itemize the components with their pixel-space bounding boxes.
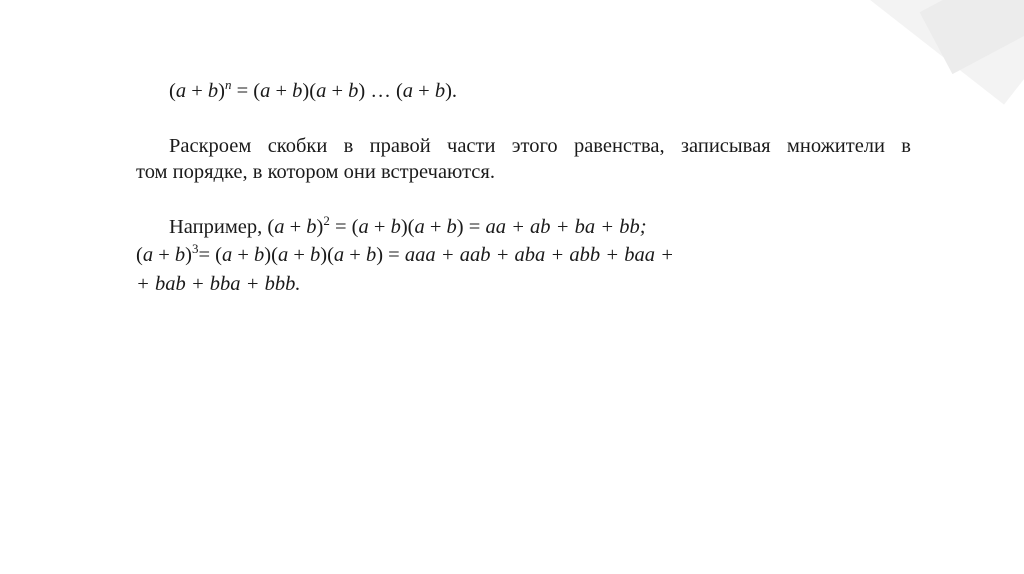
expansion-terms-continued: + bab + bba + bbb. — [136, 273, 301, 295]
formula-text: ) … ( — [358, 80, 403, 102]
formula-text: ) — [218, 80, 225, 102]
formula-text: + — [186, 80, 208, 102]
formula-exponent: 3 — [191, 241, 199, 256]
formula-var: a — [414, 216, 425, 238]
expansion-terms: aa + ab + ba + bb; — [485, 216, 647, 238]
formula-text: ) = — [456, 216, 486, 238]
corner-decoration-shape — [870, 0, 1024, 105]
formula-text: ( — [136, 244, 143, 266]
formula-text: + — [232, 244, 255, 266]
formula-var: a — [260, 80, 271, 102]
formula-text: ( — [169, 80, 176, 102]
formula-text: + — [344, 244, 366, 266]
formula-text: ) — [316, 216, 324, 238]
formula-var: b — [434, 80, 446, 102]
formula-text: ) = — [376, 244, 405, 266]
formula-var: a — [274, 216, 285, 238]
formula-text: + — [424, 216, 447, 238]
formula-text: = ( — [329, 216, 359, 238]
formula-var: b — [306, 216, 317, 238]
formula-var: a — [277, 244, 289, 266]
formula-exponent: 2 — [323, 213, 330, 228]
formula-text: + — [326, 80, 349, 102]
formula-exponent: n — [224, 77, 232, 92]
expansion-terms: aaa + aab + aba + abb + baa + — [404, 244, 674, 266]
formula-text: + — [284, 216, 307, 238]
formula-var: a — [402, 80, 414, 102]
formula-text: + — [270, 80, 293, 102]
paragraph-line-1: Раскроем скобки в правой части этого равенства, записывая множители в — [169, 135, 911, 157]
formula-var: b — [174, 244, 186, 266]
formula-var: a — [358, 216, 369, 238]
formula-var: b — [390, 216, 401, 238]
formula-var: a — [333, 244, 345, 266]
corner-decoration-shape-2 — [920, 0, 1024, 74]
formula-text: )( — [400, 216, 415, 238]
formula-text: + — [368, 216, 391, 238]
formula-var: a — [316, 80, 327, 102]
binomial-power-formula — [169, 79, 457, 103]
formula-text: ). — [445, 80, 458, 102]
formula-text: )( — [264, 244, 278, 266]
example-lead-text: Например, ( — [169, 216, 275, 238]
paragraph-line-2: том порядке, в котором они встречаются. — [136, 161, 495, 183]
formula-var: b — [310, 244, 321, 266]
example-cube — [136, 243, 674, 267]
formula-var: b — [254, 244, 265, 266]
formula-var: b — [446, 216, 457, 238]
example-square — [169, 215, 647, 239]
formula-text: + — [153, 244, 175, 266]
formula-var: a — [142, 244, 154, 266]
formula-text: = ( — [231, 80, 261, 102]
formula-var: b — [348, 80, 359, 102]
formula-text: = ( — [198, 244, 222, 266]
formula-text: ) — [185, 244, 192, 266]
formula-text: + — [288, 244, 311, 266]
formula-var: a — [221, 244, 233, 266]
formula-var: b — [207, 80, 219, 102]
formula-text: + — [413, 80, 435, 102]
formula-var: a — [175, 80, 187, 102]
formula-var: b — [292, 80, 303, 102]
formula-text: )( — [302, 80, 317, 102]
formula-text: )( — [320, 244, 334, 266]
formula-var: b — [365, 244, 377, 266]
